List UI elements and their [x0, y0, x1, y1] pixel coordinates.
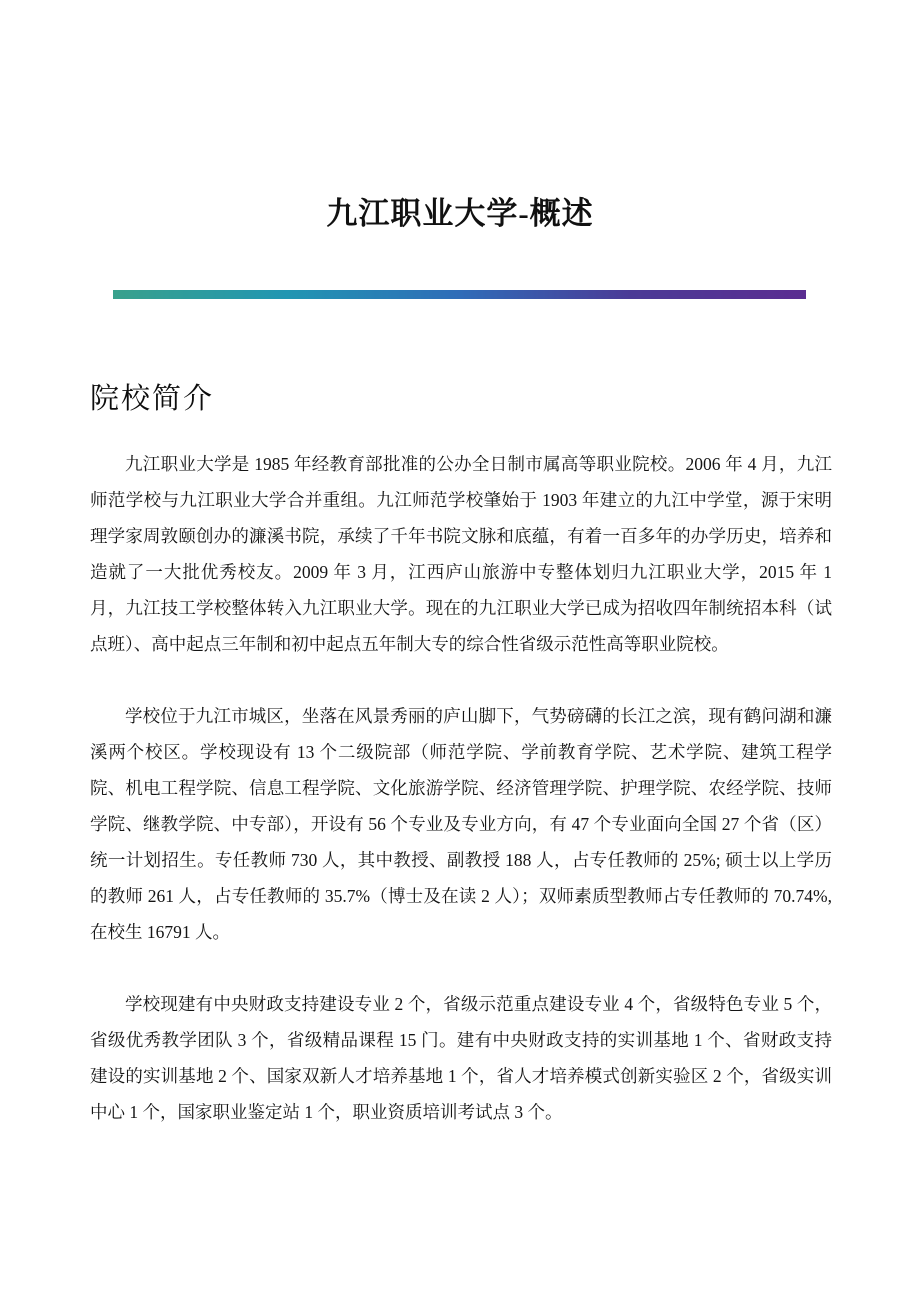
paragraph: 学校位于九江市城区，坐落在风景秀丽的庐山脚下，气势磅礴的长江之滨，现有鹤问湖和濂溪两个校区。学校现设有 13 个二级院部（师范学院、学前教育学院、艺术学院、建筑工程学院、机电工程学院、信息工程学院、文化旅游学院、经济管理学院、护理学院、农经学院、技师学院、继教学院、中专部），开设有 56 个专业及专业方向，有 47 个专业面向全国 27 个省（区）统一计划招生。专任教师 730 人，其中教授、副教授 188 人，占专任教师的 25%; 硕士以上学历的教师 261 人，占专任教师的 35.7%（博士及在读 2 人）；双师素质型教师占专任教师的 70.74%, 在校生 16791 人。: [90, 706, 832, 942]
paragraph: 学校现建有中央财政支持建设专业 2 个，省级示范重点建设专业 4 个，省级特色专业 5 个，省级优秀教学团队 3 个，省级精品课程 15 门。建有中央财政支持的实训基地 1 个、省财政支持建设的实训基地 2 个、国家双新人才培养基地 1 个，省人才培养模式创新实验区 2 个，省级实训中心 1 个，国家职业鉴定站 1 个，职业资质培训考试点 3 个。: [90, 994, 832, 1122]
document-title: 九江职业大学-概述: [326, 196, 594, 231]
section-heading: 院校简介: [90, 383, 215, 415]
paragraph: 九江职业大学是 1985 年经教育部批准的公办全日制市属高等职业院校。2006 年 4 月，九江师范学校与九江职业大学合并重组。九江师范学校肇始于 1903 年建立的九江中学堂，源于宋明理学家周敦颐创办的濂溪书院，承续了千年书院文脉和底蕴，有着一百多年的办学历史，培养和造就了一大批优秀校友。2009 年 3 月，江西庐山旅游中专整体划归九江职业大学，2015 年 1 月，九江技工学校整体转入九江职业大学。现在的九江职业大学已成为招收四年制统招本科（试点班）、高中起点三年制和初中起点五年制大专的综合性省级示范性高等职业院校。: [90, 454, 832, 654]
document-body: [90, 446, 832, 1166]
gradient-divider: [113, 290, 806, 299]
